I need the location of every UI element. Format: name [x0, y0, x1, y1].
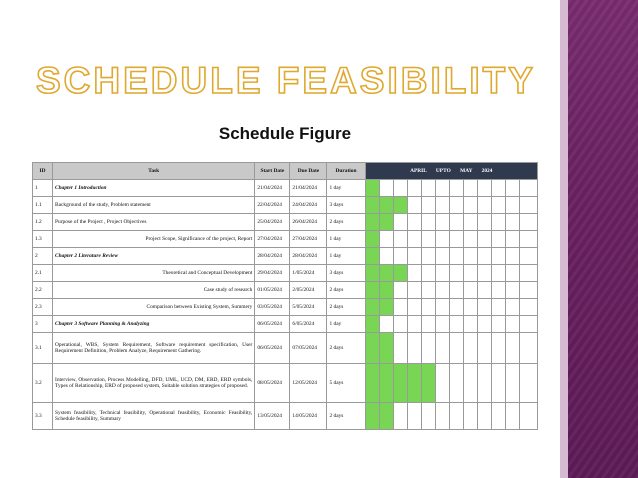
cell-due-date: 2/05/2024 — [290, 282, 327, 299]
gantt-empty-cell — [491, 248, 505, 265]
gantt-empty-cell — [407, 299, 421, 316]
gantt-empty-cell — [407, 265, 421, 282]
gantt-empty-cell — [519, 333, 537, 364]
gantt-empty-cell — [421, 231, 435, 248]
gantt-empty-cell — [393, 282, 407, 299]
gantt-empty-cell — [505, 180, 519, 197]
gantt-empty-cell — [505, 299, 519, 316]
gantt-empty-cell — [421, 180, 435, 197]
gantt-empty-cell — [477, 299, 491, 316]
gantt-empty-cell — [393, 333, 407, 364]
gantt-bar-cell — [365, 197, 379, 214]
cell-id: 2.3 — [33, 299, 53, 316]
gantt-empty-cell — [435, 197, 449, 214]
cell-id: 3 — [33, 316, 53, 333]
cell-duration: 1 day — [327, 180, 365, 197]
gantt-empty-cell — [491, 364, 505, 403]
header-due-date: Due Date — [290, 163, 327, 180]
cell-duration: 5 days — [327, 364, 365, 403]
gantt-empty-cell — [519, 299, 537, 316]
gantt-empty-cell — [421, 197, 435, 214]
table-row — [33, 214, 538, 231]
cell-duration: 2 days — [327, 403, 365, 430]
gantt-bar-cell — [421, 364, 435, 403]
gantt-bar-cell — [365, 231, 379, 248]
gantt-empty-cell — [463, 231, 477, 248]
gantt-empty-cell — [421, 265, 435, 282]
cell-due-date: 14/05/2024 — [290, 403, 327, 430]
gantt-bar-cell — [365, 364, 379, 403]
cell-start-date: 08/05/2024 — [255, 364, 290, 403]
cell-task: Background of the study, Problem statement — [53, 197, 255, 214]
gantt-empty-cell — [379, 180, 393, 197]
cell-id: 3.2 — [33, 364, 53, 403]
slide-accent-strip — [560, 0, 568, 478]
cell-task: Chapter 2 Literature Review — [53, 248, 255, 265]
table-header-row — [33, 163, 538, 180]
cell-due-date: 07/05/2024 — [290, 333, 327, 364]
gantt-bar-cell — [393, 364, 407, 403]
cell-start-date: 27/04/2024 — [255, 231, 290, 248]
gantt-empty-cell — [435, 299, 449, 316]
gantt-empty-cell — [463, 299, 477, 316]
gantt-empty-cell — [407, 333, 421, 364]
cell-due-date: 24/04/2024 — [290, 197, 327, 214]
gantt-empty-cell — [491, 282, 505, 299]
cell-task: Purpose of the Project , Project Objectives — [53, 214, 255, 231]
cell-duration: 3 days — [327, 197, 365, 214]
gantt-empty-cell — [505, 214, 519, 231]
band-texture — [568, 0, 638, 478]
header-start-date: Start Date — [255, 163, 290, 180]
cell-id: 1.3 — [33, 231, 53, 248]
gantt-empty-cell — [519, 180, 537, 197]
cell-task: Comparison between Existing System, Summery — [53, 299, 255, 316]
gantt-empty-cell — [463, 180, 477, 197]
gantt-empty-cell — [491, 316, 505, 333]
cell-due-date: 5/05/2024 — [290, 299, 327, 316]
cell-id: 2 — [33, 248, 53, 265]
gantt-empty-cell — [463, 282, 477, 299]
table-row — [33, 364, 538, 403]
gantt-empty-cell — [505, 265, 519, 282]
cell-duration: 2 days — [327, 214, 365, 231]
gantt-empty-cell — [477, 231, 491, 248]
table-row — [33, 333, 538, 364]
gantt-empty-cell — [519, 214, 537, 231]
gantt-empty-cell — [463, 265, 477, 282]
gantt-empty-cell — [505, 197, 519, 214]
gantt-empty-cell — [477, 282, 491, 299]
gantt-empty-cell — [393, 299, 407, 316]
cell-start-date: 03/05/2024 — [255, 299, 290, 316]
cell-due-date: 26/04/2024 — [290, 214, 327, 231]
gantt-bar-cell — [379, 299, 393, 316]
cell-task: Chapter 1 Introduction — [53, 180, 255, 197]
cell-start-date: 22/04/2024 — [255, 197, 290, 214]
gantt-empty-cell — [477, 364, 491, 403]
cell-id: 2.2 — [33, 282, 53, 299]
gantt-empty-cell — [435, 214, 449, 231]
gantt-empty-cell — [393, 180, 407, 197]
gantt-bar-cell — [407, 364, 421, 403]
gantt-empty-cell — [519, 403, 537, 430]
gantt-empty-cell — [491, 214, 505, 231]
gantt-empty-cell — [435, 364, 449, 403]
cell-id: 1.2 — [33, 214, 53, 231]
table-row — [33, 197, 538, 214]
gantt-empty-cell — [505, 231, 519, 248]
header-duration: Duration — [327, 163, 365, 180]
gantt-empty-cell — [449, 333, 463, 364]
gantt-empty-cell — [477, 180, 491, 197]
cell-start-date: 06/05/2024 — [255, 316, 290, 333]
gantt-empty-cell — [435, 231, 449, 248]
cell-start-date: 29/04/2024 — [255, 265, 290, 282]
gantt-empty-cell — [421, 299, 435, 316]
gantt-empty-cell — [421, 403, 435, 430]
gantt-empty-cell — [491, 265, 505, 282]
table-row — [33, 316, 538, 333]
gantt-empty-cell — [491, 403, 505, 430]
gantt-empty-cell — [477, 265, 491, 282]
gantt-empty-cell — [463, 333, 477, 364]
schedule-table — [32, 162, 538, 430]
gantt-empty-cell — [505, 316, 519, 333]
cell-start-date: 06/05/2024 — [255, 333, 290, 364]
gantt-empty-cell — [449, 214, 463, 231]
gantt-empty-cell — [519, 265, 537, 282]
gantt-empty-cell — [463, 214, 477, 231]
gantt-empty-cell — [407, 180, 421, 197]
gantt-bar-cell — [365, 299, 379, 316]
cell-due-date: 27/04/2024 — [290, 231, 327, 248]
gantt-empty-cell — [519, 197, 537, 214]
cell-due-date: 28/04/2024 — [290, 248, 327, 265]
gantt-bar-cell — [379, 265, 393, 282]
gantt-empty-cell — [393, 316, 407, 333]
gantt-empty-cell — [393, 231, 407, 248]
gantt-bar-cell — [365, 214, 379, 231]
header-task: Task — [53, 163, 255, 180]
gantt-empty-cell — [505, 248, 519, 265]
gantt-bar-cell — [379, 197, 393, 214]
gantt-empty-cell — [449, 282, 463, 299]
gantt-empty-cell — [421, 316, 435, 333]
gantt-empty-cell — [421, 333, 435, 364]
gantt-empty-cell — [435, 316, 449, 333]
gantt-empty-cell — [393, 403, 407, 430]
gantt-empty-cell — [477, 316, 491, 333]
gantt-empty-cell — [407, 403, 421, 430]
gantt-empty-cell — [393, 214, 407, 231]
gantt-empty-cell — [407, 248, 421, 265]
gantt-bar-cell — [365, 282, 379, 299]
gantt-empty-cell — [491, 299, 505, 316]
gantt-empty-cell — [491, 180, 505, 197]
table-row — [33, 282, 538, 299]
gantt-empty-cell — [421, 282, 435, 299]
gantt-bar-cell — [365, 403, 379, 430]
table-row — [33, 403, 538, 430]
gantt-empty-cell — [435, 180, 449, 197]
gantt-bar-cell — [379, 364, 393, 403]
cell-id: 2.1 — [33, 265, 53, 282]
gantt-empty-cell — [477, 403, 491, 430]
gantt-empty-cell — [407, 231, 421, 248]
table-row — [33, 180, 538, 197]
gantt-empty-cell — [435, 282, 449, 299]
gantt-empty-cell — [519, 316, 537, 333]
gantt-empty-cell — [435, 333, 449, 364]
gantt-bar-cell — [379, 282, 393, 299]
table-row — [33, 231, 538, 248]
table-row — [33, 265, 538, 282]
cell-duration: 2 days — [327, 282, 365, 299]
cell-duration: 1 day — [327, 248, 365, 265]
gantt-empty-cell — [435, 403, 449, 430]
gantt-empty-cell — [421, 214, 435, 231]
gantt-empty-cell — [449, 403, 463, 430]
cell-start-date: 21/04/2024 — [255, 180, 290, 197]
gantt-empty-cell — [505, 282, 519, 299]
cell-due-date: 21/04/2024 — [290, 180, 327, 197]
gantt-empty-cell — [407, 214, 421, 231]
gantt-empty-cell — [505, 403, 519, 430]
gantt-empty-cell — [379, 248, 393, 265]
gantt-empty-cell — [519, 364, 537, 403]
gantt-empty-cell — [393, 248, 407, 265]
cell-task: Interview, Observation, Process Modelling, DFD, UML, UCD, DM, ERD, ERD symbols, Types of Relationship, ERD of proposed system, Suitable solution strategies of proposed. — [53, 364, 255, 403]
gantt-bar-cell — [365, 265, 379, 282]
cell-task: System feasibility, Technical feasibility, Operational feasibility, Economic Feasibility, Schedule feasibility, Summary — [53, 403, 255, 430]
table-row — [33, 248, 538, 265]
gantt-empty-cell — [505, 364, 519, 403]
cell-start-date: 13/05/2024 — [255, 403, 290, 430]
gantt-empty-cell — [477, 333, 491, 364]
cell-duration: 2 days — [327, 333, 365, 364]
gantt-bar-cell — [365, 316, 379, 333]
gantt-empty-cell — [449, 316, 463, 333]
gantt-empty-cell — [379, 231, 393, 248]
gantt-empty-cell — [449, 364, 463, 403]
gantt-empty-cell — [477, 248, 491, 265]
table-body — [33, 180, 538, 430]
gantt-bar-cell — [365, 248, 379, 265]
cell-duration: 2 days — [327, 299, 365, 316]
gantt-empty-cell — [519, 248, 537, 265]
gantt-empty-cell — [491, 197, 505, 214]
cell-start-date: 28/04/2024 — [255, 248, 290, 265]
table-row — [33, 299, 538, 316]
cell-start-date: 01/05/2024 — [255, 282, 290, 299]
gantt-empty-cell — [491, 333, 505, 364]
gantt-empty-cell — [463, 197, 477, 214]
cell-duration: 3 days — [327, 265, 365, 282]
gantt-bar-cell — [379, 214, 393, 231]
decorative-side-band — [568, 0, 638, 478]
cell-task: Operational, WBS, System Requirement, Software requirement specification, User Requirement Definition, Problem Analyze, Requirement Gathering. — [53, 333, 255, 364]
gantt-empty-cell — [449, 248, 463, 265]
gantt-empty-cell — [477, 214, 491, 231]
gantt-empty-cell — [407, 282, 421, 299]
gantt-empty-cell — [449, 231, 463, 248]
gantt-empty-cell — [463, 364, 477, 403]
cell-task: Theoretical and Conceptual Development — [53, 265, 255, 282]
gantt-empty-cell — [407, 197, 421, 214]
gantt-empty-cell — [435, 265, 449, 282]
gantt-empty-cell — [463, 403, 477, 430]
gantt-bar-cell — [393, 197, 407, 214]
schedule-figure — [32, 112, 538, 448]
cell-start-date: 25/04/2024 — [255, 214, 290, 231]
gantt-bar-cell — [393, 265, 407, 282]
cell-due-date: 12/05/2024 — [290, 364, 327, 403]
slide-title: SCHEDULE FEASIBILITY — [36, 60, 536, 101]
gantt-empty-cell — [519, 231, 537, 248]
gantt-bar-cell — [365, 180, 379, 197]
gantt-empty-cell — [477, 197, 491, 214]
gantt-empty-cell — [463, 248, 477, 265]
gantt-empty-cell — [379, 316, 393, 333]
gantt-empty-cell — [505, 333, 519, 364]
gantt-empty-cell — [449, 180, 463, 197]
cell-id: 3.1 — [33, 333, 53, 364]
cell-duration: 1 day — [327, 231, 365, 248]
figure-title: Schedule Figure — [218, 124, 352, 143]
cell-id: 1 — [33, 180, 53, 197]
cell-due-date: 6/05/2024 — [290, 316, 327, 333]
cell-task: Case study of research — [53, 282, 255, 299]
cell-task: Project Scope, Significance of the project, Report — [53, 231, 255, 248]
gantt-empty-cell — [407, 316, 421, 333]
cell-duration: 1 day — [327, 316, 365, 333]
gantt-empty-cell — [491, 231, 505, 248]
header-timeline: APRIL UPTO MAY 2024 — [365, 163, 538, 180]
gantt-empty-cell — [421, 248, 435, 265]
cell-task: Chapter 3 Software Planning & Analyzing — [53, 316, 255, 333]
cell-id: 1.1 — [33, 197, 53, 214]
gantt-empty-cell — [463, 316, 477, 333]
gantt-empty-cell — [435, 248, 449, 265]
gantt-bar-cell — [379, 333, 393, 364]
gantt-bar-cell — [365, 333, 379, 364]
gantt-empty-cell — [519, 282, 537, 299]
gantt-empty-cell — [449, 299, 463, 316]
cell-id: 3.3 — [33, 403, 53, 430]
gantt-empty-cell — [449, 265, 463, 282]
header-id: ID — [33, 163, 53, 180]
gantt-empty-cell — [449, 197, 463, 214]
cell-due-date: 1/05/2024 — [290, 265, 327, 282]
gantt-bar-cell — [379, 403, 393, 430]
